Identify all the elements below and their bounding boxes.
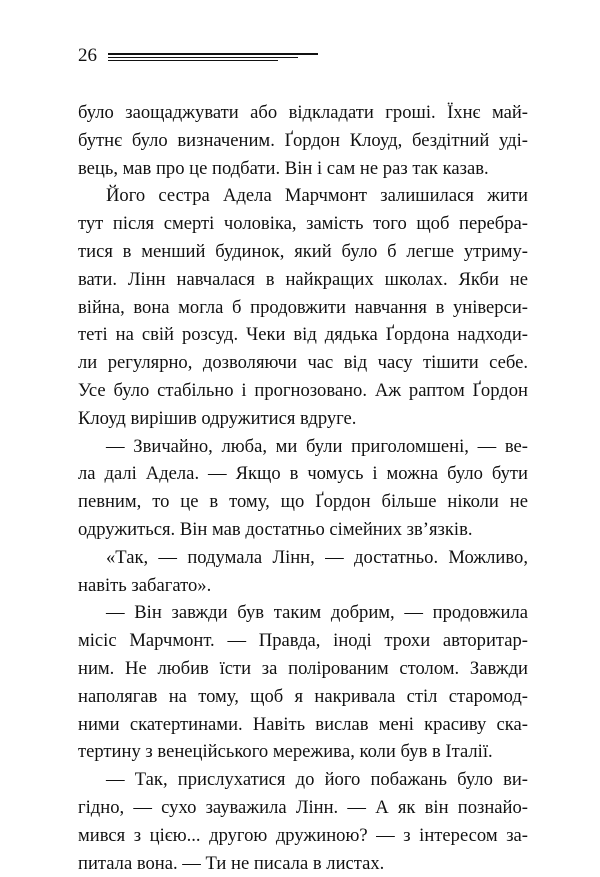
text-line: ним. Не любив їсти за полірованим столом. Завжди (78, 657, 528, 679)
header-rule (108, 53, 318, 63)
text-line: війна, вона могла б продовжити навчання в універси- (78, 296, 528, 318)
body-text (78, 99, 528, 877)
text-line: «Так, — подумала Лінн, — достатньо. Можливо, (106, 546, 528, 568)
text-line: навіть забагато». (78, 574, 212, 596)
text-line: питала вона. — Ти не писала в листах. (78, 852, 385, 874)
text-line: одружиться. Він мав достатньо сімейних зв’язків. (78, 518, 473, 540)
paragraph (78, 766, 528, 877)
paragraph (78, 544, 528, 600)
paragraph (78, 433, 528, 544)
text-line: наполягав на тому, щоб я накривала стіл старомод- (78, 685, 528, 707)
text-line: певним, то це в тому, що Ґордон більше ніколи не (78, 491, 528, 513)
text-line: — Він завжди був таким добрим, — продовжила (106, 602, 528, 624)
text-line: тертину з венеційського мереживa, коли був в Італії. (78, 741, 493, 763)
paragraph (78, 182, 528, 432)
text-line: ла далі Адела. — Якщо в чомусь і можна було бути (78, 463, 528, 485)
text-line: місіс Марчмонт. — Правда, іноді трохи авторитар- (78, 630, 528, 652)
text-line: Клоуд вирішив одружитися вдруге. (78, 407, 357, 429)
text-line: Усе було стабільно і прогнозовано. Аж раптом Ґордон (78, 379, 528, 401)
text-line: гідно, — сухо зауважила Лінн. — А як він познайо- (78, 796, 528, 818)
text-line: теті на свій розсуд. Чеки від дядька Ґордона надходи- (78, 324, 528, 346)
text-line: вець, мав про це подбати. Він і сам не раз так казав. (78, 157, 489, 179)
text-line: ними скатертинами. Навіть вислав мені красиву ска- (78, 713, 528, 735)
text-line: ли регулярно, дозволяючи час від часу тішити себе. (78, 352, 528, 374)
text-line: бутнє було визначеним. Ґордон Клоуд, бездітний уді- (78, 129, 528, 151)
paragraph (78, 599, 528, 766)
text-line: було заощаджувати або відкладати гроші. Їхнє май- (78, 102, 528, 123)
text-line: — Так, прислухатися до його побажань було ви- (106, 769, 528, 791)
text-line: тися в менший будинок, який було б легше утриму- (78, 240, 528, 262)
paragraph (78, 99, 528, 182)
text-line: Його сестра Адела Марчмонт залишилася жити (106, 185, 528, 207)
text-line: мився з цією... другою дружиною? — з інтересом за- (78, 824, 528, 846)
text-line: вати. Лінн навчалася в найкращих школах. Якби не (78, 268, 528, 290)
page-number: 26 (78, 45, 97, 66)
text-line: — Звичайно, люба, ми були приголомшені, — ве- (106, 435, 528, 457)
text-line: тут після смерті чоловіка, замість того щоб перебра- (78, 213, 528, 235)
